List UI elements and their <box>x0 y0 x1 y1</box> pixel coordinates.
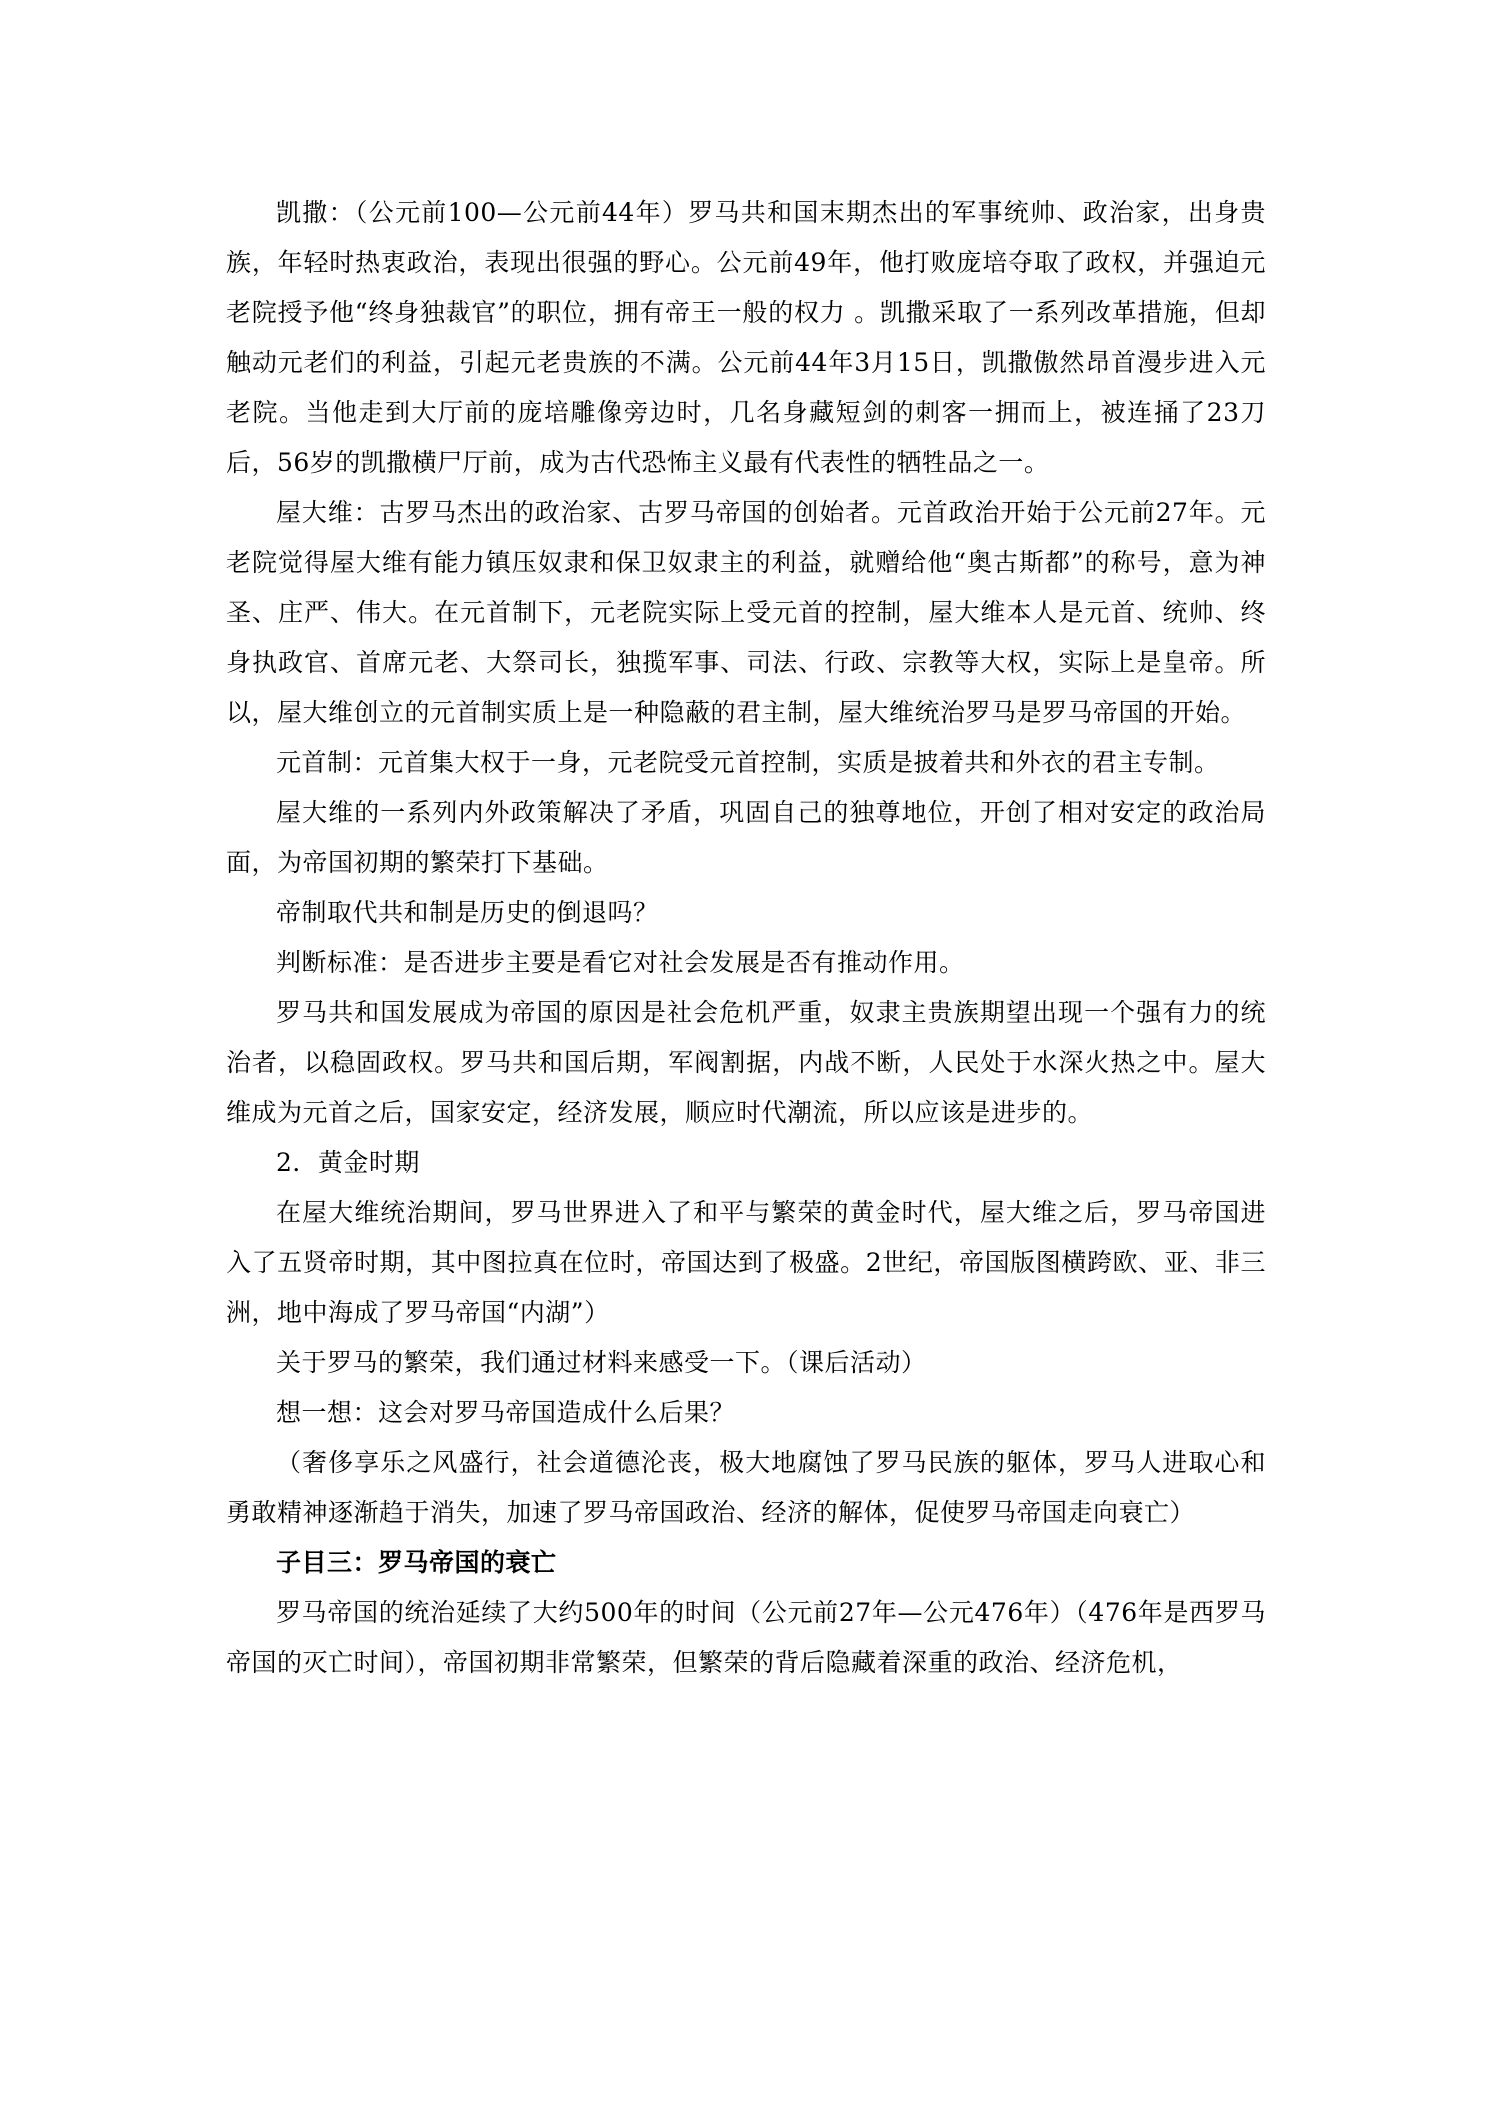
paragraph-prosperity: 关于罗马的繁荣，我们通过材料来感受一下。（课后活动） <box>276 1348 927 1377</box>
paragraph-principate: 元首制：元首集大权于一身，元老院受元首控制，实质是披着共和外衣的君主专制。 <box>276 748 1220 777</box>
section-title-golden-age: 2．黄金时期 <box>276 1148 420 1177</box>
paragraph-octavian: 屋大维：古罗马杰出的政治家、古罗马帝国的创始者。元首政治开始于公元前27年。元老院觉得屋大维有能力镇压奴隶和保卫奴隶主的利益，就赠给他“奥古斯都”的称号，意为神圣、庄严、伟大。在元首制下，元老院实际上受元首的控制，屋大维本人是元首、统帅、终身执政官、首席元老、大祭司长，独揽军事、司法、行政、宗教等大权，实际上是皇帝。所以，屋大维创立的元首制实质上是一种隐蔽的君主制，屋大维统治罗马是罗马帝国的开始。 <box>226 498 1266 727</box>
paragraph-criterion: 判断标准：是否进步主要是看它对社会发展是否有推动作用。 <box>276 948 965 977</box>
paragraph-decline: 罗马帝国的统治延续了大约500年的时间（公元前27年—公元476年）（476年是西罗马帝国的灭亡时间），帝国初期非常繁荣，但繁荣的背后隐藏着深重的政治、经济危机， <box>226 1598 1266 1677</box>
paragraph-policies: 屋大维的一系列内外政策解决了矛盾，巩固自己的独尊地位，开创了相对安定的政治局面，为帝国初期的繁荣打下基础。 <box>226 798 1266 877</box>
paragraph-golden-age: 在屋大维统治期间，罗马世界进入了和平与繁荣的黄金时代，屋大维之后，罗马帝国进入了五贤帝时期，其中图拉真在位时，帝国达到了极盛。2世纪，帝国版图横跨欧、亚、非三洲，地中海成了罗马帝国“内湖”） <box>226 1198 1266 1327</box>
paragraph-think: 想一想：这会对罗马帝国造成什么后果？ <box>276 1398 736 1427</box>
paragraph-caesar: 凯撒：（公元前100—公元前44年）罗马共和国末期杰出的军事统帅、政治家，出身贵族，年轻时热衷政治，表现出很强的野心。公元前49年，他打败庞培夺取了政权，并强迫元老院授予他“终身独裁官”的职位，拥有帝王一般的权力 。凯撒采取了一系列改革措施，但却触动元老们的利益，引起元老贵族的不满。公元前44年3月15日，凯撒傲然昂首漫步进入元老院。当他走到大厅前的庞培雕像旁边时，几名身藏短剑的刺客一拥而上，被连捅了23刀后，56岁的凯撒横尸厅前，成为古代恐怖主义最有代表性的牺牲品之一。 <box>226 198 1266 477</box>
paragraph-reason: 罗马共和国发展成为帝国的原因是社会危机严重，奴隶主贵族期望出现一个强有力的统治者，以稳固政权。罗马共和国后期，军阀割据，内战不断，人民处于水深火热之中。屋大维成为元首之后，国家安定，经济发展，顺应时代潮流，所以应该是进步的。 <box>226 998 1266 1127</box>
document-body <box>226 188 1266 1688</box>
paragraph-question: 帝制取代共和制是历史的倒退吗？ <box>276 898 659 927</box>
section-heading-decline: 子目三：罗马帝国的衰亡 <box>276 1548 557 1577</box>
paragraph-consequence: （奢侈享乐之风盛行，社会道德沦丧，极大地腐蚀了罗马民族的躯体，罗马人进取心和勇敢精神逐渐趋于消失，加速了罗马帝国政治、经济的解体，促使罗马帝国走向衰亡） <box>226 1448 1266 1527</box>
